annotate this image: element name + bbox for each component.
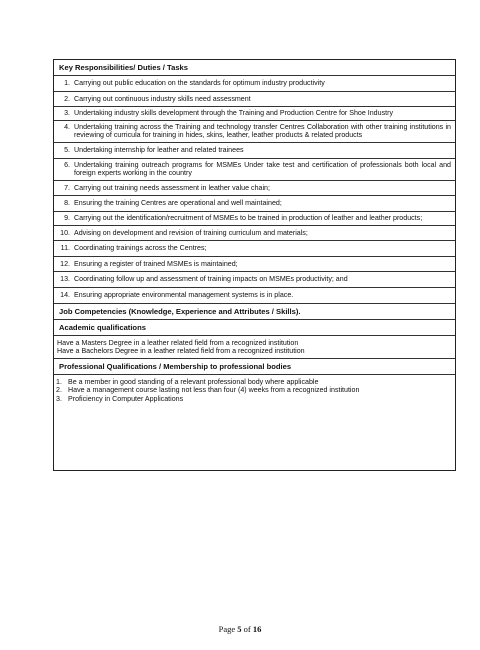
task-text: Coordinating trainings across the Centres; <box>74 244 207 253</box>
task-number: 1. <box>64 79 70 87</box>
academic-line: Have a Bachelors Degree in a leather related field from a recognized institution <box>57 347 305 356</box>
academic-qualifications <box>54 335 455 358</box>
task-text: Undertaking internship for leather and related trainees <box>74 145 244 154</box>
task-row <box>54 287 455 303</box>
list-item <box>56 386 451 395</box>
task-number: 6. <box>64 160 70 169</box>
professional-heading: Professional Qualifications / Membership to professional bodies <box>54 358 455 374</box>
competencies-heading: Job Competencies (Knowledge, Experience and Attributes / Skills). <box>54 303 455 319</box>
current-page: 5 <box>237 624 242 634</box>
task-row <box>54 75 455 91</box>
task-number: 10. <box>60 228 70 237</box>
item-number: 3. <box>56 394 62 403</box>
task-row <box>54 180 455 196</box>
task-row <box>54 211 455 225</box>
task-text: Ensuring the training Centres are operational and well maintained; <box>74 199 282 208</box>
task-text: Ensuring appropriate environmental management systems is in place. <box>74 290 294 299</box>
task-text: Carrying out training needs assessment in leather value chain; <box>74 183 270 192</box>
task-text: Undertaking training outreach programs for MSMEs Under take test and certification of professionals both local and foreign experts working in the country <box>74 160 451 178</box>
task-row <box>54 195 455 211</box>
task-text: Undertaking training across the Training and technology transfer Centres Collaboration with other training institutions in reviewing of curricula for training in hides, skins, leather, leather products & related products <box>74 122 451 140</box>
task-text: Carrying out public education on the standards for optimum industry productivity <box>74 79 325 87</box>
task-row <box>54 225 455 241</box>
total-pages: 16 <box>252 624 262 634</box>
responsibilities-heading: Key Responsibilities/ Duties / Tasks <box>59 63 188 72</box>
task-number: 7. <box>64 183 70 192</box>
task-number: 3. <box>64 109 70 118</box>
task-row <box>54 256 455 272</box>
task-number: 2. <box>64 94 70 103</box>
task-number: 9. <box>64 213 70 222</box>
academic-line: Have a Masters Degree in a leather related field from a recognized institution <box>57 338 299 347</box>
task-number: 14. <box>60 290 70 299</box>
item-text: Proficiency in Computer Applications <box>68 394 184 403</box>
task-text: Carrying out continuous industry skills need assessment <box>74 94 251 103</box>
page-footer <box>0 624 480 634</box>
task-row <box>54 158 455 180</box>
task-row <box>54 120 455 142</box>
task-text: Carrying out the identification/recruitment of MSMEs to be trained in production of leather and leather products; <box>74 213 423 222</box>
task-number: 12. <box>60 259 70 268</box>
task-row <box>54 271 455 287</box>
task-row <box>54 106 455 120</box>
academic-heading: Academic qualifications <box>54 319 455 335</box>
item-text: Have a management course lasting not less than four (4) weeks from a recognized institution <box>68 386 360 395</box>
page-word: Page <box>218 624 238 634</box>
task-text: Coordinating follow up and assessment of training impacts on MSMEs productivity; and <box>74 275 348 284</box>
task-text: Ensuring a register of trained MSMEs is maintained; <box>74 259 238 268</box>
list-item <box>56 378 451 387</box>
item-number: 1. <box>56 377 62 386</box>
task-text: Undertaking industry skills development through the Training and Production Centre for Shoe Industry <box>74 109 394 118</box>
blank-space <box>54 438 455 470</box>
task-row <box>54 142 455 158</box>
item-text: Be a member in good standing of a relevant professional body where applicable <box>68 377 319 386</box>
task-number: 13. <box>60 275 70 284</box>
task-number: 11. <box>60 244 70 253</box>
task-number: 8. <box>64 199 70 208</box>
list-item <box>56 395 451 404</box>
professional-qualifications <box>54 374 455 438</box>
task-row <box>54 240 455 256</box>
of-word: of <box>241 624 253 634</box>
job-description-table <box>53 59 456 471</box>
task-text: Advising on development and revision of training curriculum and materials; <box>74 228 308 237</box>
task-row <box>54 91 455 107</box>
task-number: 4. <box>64 122 70 131</box>
task-number: 5. <box>64 145 70 154</box>
item-number: 2. <box>56 386 62 395</box>
